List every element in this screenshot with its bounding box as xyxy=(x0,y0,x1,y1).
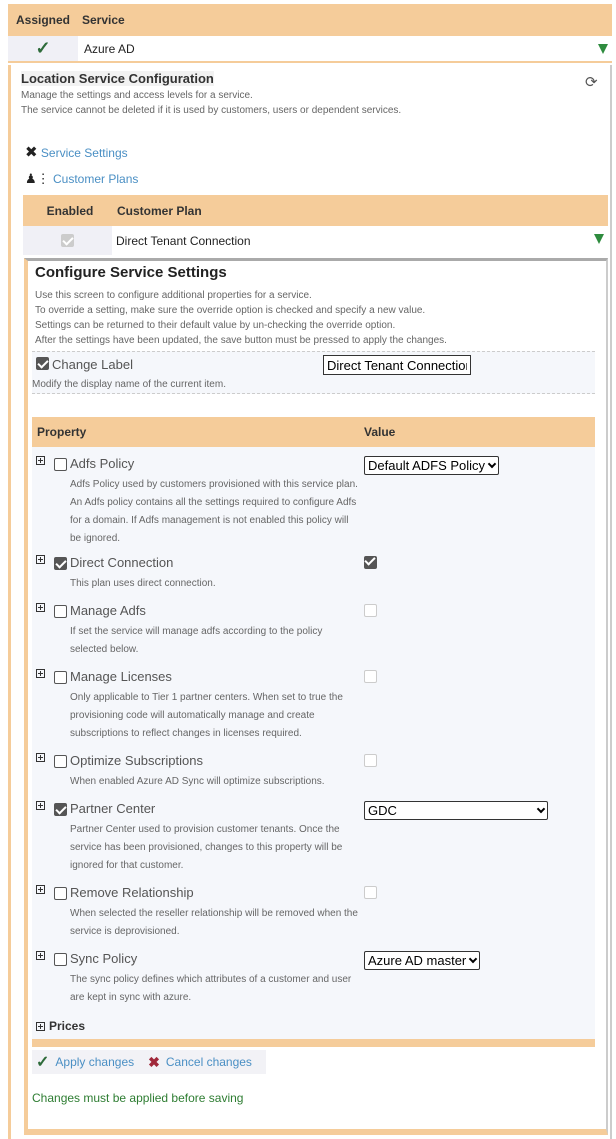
property-value-checkbox xyxy=(364,754,377,767)
plan-name: Direct Tenant Connection xyxy=(116,233,251,248)
user-list-icon: ♟⋮ xyxy=(25,171,50,186)
select-value: Default ADFS Policy xyxy=(368,458,486,473)
override-checkbox[interactable] xyxy=(54,671,67,684)
service-row[interactable] xyxy=(8,36,612,63)
service-settings-link[interactable] xyxy=(25,143,128,161)
property-desc: If set the service will manage adfs according to the policy selected below. xyxy=(70,626,323,655)
property-desc: Adfs Policy used by customers provisioned with this service plan. An Adfs policy contains all the settings required to configure Adfs for a domain. If Adfs management is not enabled this policy will be ignored. xyxy=(70,479,358,544)
change-label-checkbox[interactable] xyxy=(36,357,49,370)
chevron-down-icon xyxy=(488,459,496,467)
change-label-desc: Modify the display name of the current item. xyxy=(32,379,226,390)
change-label-row xyxy=(32,351,595,394)
property-name: Optimize Subscriptions xyxy=(70,753,203,768)
property-value-checkbox[interactable] xyxy=(364,556,377,569)
property-desc: When selected the reseller relationship will be removed when the service is deprovisioned. xyxy=(70,908,358,937)
property-value xyxy=(364,555,377,569)
plan-row[interactable] xyxy=(23,226,608,255)
expand-plus-icon[interactable] xyxy=(36,885,45,894)
prices-label: Prices xyxy=(49,1019,86,1033)
expand-plus-icon[interactable] xyxy=(36,1022,45,1031)
override-checkbox[interactable] xyxy=(54,953,67,966)
property-value-select[interactable] xyxy=(364,801,548,820)
settings-title: Configure Service Settings xyxy=(35,264,227,281)
cancel-x-icon: ✖ xyxy=(148,1053,160,1070)
property-value xyxy=(364,456,499,475)
property-desc: Only applicable to Tier 1 partner centers. When set to true the provisioning code will automatically manage and create subscriptions to reflect changes in licenses required. xyxy=(70,692,343,739)
refresh-icon[interactable]: ⟳ xyxy=(585,74,598,91)
expand-plus-icon[interactable] xyxy=(36,801,45,810)
settings-desc: To override a setting, make sure the override option is checked and specify a new value. xyxy=(35,305,426,316)
select-value: GDC xyxy=(368,803,397,818)
property-value-checkbox xyxy=(364,886,377,899)
tools-icon: ✖ xyxy=(25,144,38,161)
expand-plus-icon[interactable] xyxy=(36,603,45,612)
expand-plus-icon[interactable] xyxy=(36,555,45,564)
property-value xyxy=(364,951,480,970)
property-name: Manage Adfs xyxy=(70,603,146,618)
override-checkbox[interactable] xyxy=(54,755,67,768)
property-value xyxy=(364,801,548,820)
override-checkbox[interactable] xyxy=(54,458,67,471)
changes-notice: Changes must be applied before saving xyxy=(32,1091,244,1105)
apply-check-icon: ✓ xyxy=(36,1054,50,1071)
expand-plus-icon[interactable] xyxy=(36,669,45,678)
plan-enabled-checkbox xyxy=(61,234,74,247)
property-value-checkbox xyxy=(364,604,377,617)
assigned-check-icon: ✓ xyxy=(8,36,78,61)
settings-desc: Use this screen to configure additional properties for a service. xyxy=(35,290,312,301)
property-value xyxy=(364,669,377,683)
col-service: Service xyxy=(82,13,125,27)
customer-plans-link[interactable] xyxy=(25,171,138,187)
property-value xyxy=(364,885,377,899)
override-checkbox[interactable] xyxy=(54,605,67,618)
apply-changes-button[interactable]: Apply changes xyxy=(55,1055,135,1069)
select-value: Azure AD master xyxy=(368,953,467,968)
chevron-down-icon xyxy=(469,954,477,962)
property-name: Manage Licenses xyxy=(70,669,172,684)
property-name: Partner Center xyxy=(70,801,156,816)
expand-plus-icon[interactable] xyxy=(36,753,45,762)
property-value-select[interactable] xyxy=(364,456,499,475)
action-bar xyxy=(32,1050,266,1074)
property-desc: The sync policy defines which attributes of a customer and user are kept in sync with azure. xyxy=(70,974,352,1003)
property-desc: Partner Center used to provision customer tenants. Once the service has been provisioned, changes to this property will be ignored for that customer. xyxy=(70,824,343,871)
settings-desc: Settings can be returned to their default value by un-checking the override option. xyxy=(35,320,396,331)
override-checkbox[interactable] xyxy=(54,557,67,570)
service-settings-label[interactable]: Service Settings xyxy=(40,146,128,160)
service-name: Azure AD xyxy=(84,41,135,56)
config-title: Location Service Configuration xyxy=(21,71,214,86)
cancel-changes-button[interactable]: Cancel changes xyxy=(165,1055,252,1069)
customer-plans-label[interactable]: Customer Plans xyxy=(53,172,139,186)
col-property: Property xyxy=(37,425,87,439)
property-header xyxy=(32,417,595,447)
property-value-select[interactable] xyxy=(364,951,480,970)
settings-desc: After the settings have been updated, the save button must be pressed to apply the changes. xyxy=(35,335,447,346)
property-list xyxy=(32,447,595,1047)
expand-plus-icon[interactable] xyxy=(36,951,45,960)
services-header xyxy=(8,4,612,36)
override-checkbox[interactable] xyxy=(54,803,67,816)
col-value: Value xyxy=(364,425,396,439)
property-name: Sync Policy xyxy=(70,951,138,966)
config-desc: Manage the settings and access levels for a service. xyxy=(21,90,253,101)
col-enabled: Enabled xyxy=(46,203,94,218)
property-value xyxy=(364,603,377,617)
chevron-down-icon xyxy=(537,804,545,812)
override-checkbox[interactable] xyxy=(54,887,67,900)
configure-service-settings xyxy=(24,258,608,1135)
change-label-label: Change Label xyxy=(52,357,133,372)
property-desc: When enabled Azure AD Sync will optimize subscriptions. xyxy=(70,776,325,787)
label-input[interactable] xyxy=(323,355,471,375)
expand-triangle-icon[interactable] xyxy=(598,44,608,54)
plans-header xyxy=(23,195,608,226)
property-value-checkbox xyxy=(364,670,377,683)
divider xyxy=(32,1039,595,1047)
property-name: Direct Connection xyxy=(70,555,174,570)
col-customer-plan: Customer Plan xyxy=(117,203,202,218)
property-value xyxy=(364,753,377,767)
property-name: Remove Relationship xyxy=(70,885,194,900)
property-name: Adfs Policy xyxy=(70,456,135,471)
property-desc: This plan uses direct connection. xyxy=(70,578,216,589)
col-assigned: Assigned xyxy=(15,13,70,27)
expand-plus-icon[interactable] xyxy=(36,456,45,465)
expand-triangle-icon[interactable] xyxy=(594,234,604,244)
config-desc: The service cannot be deleted if it is used by customers, users or dependent services. xyxy=(21,105,402,116)
